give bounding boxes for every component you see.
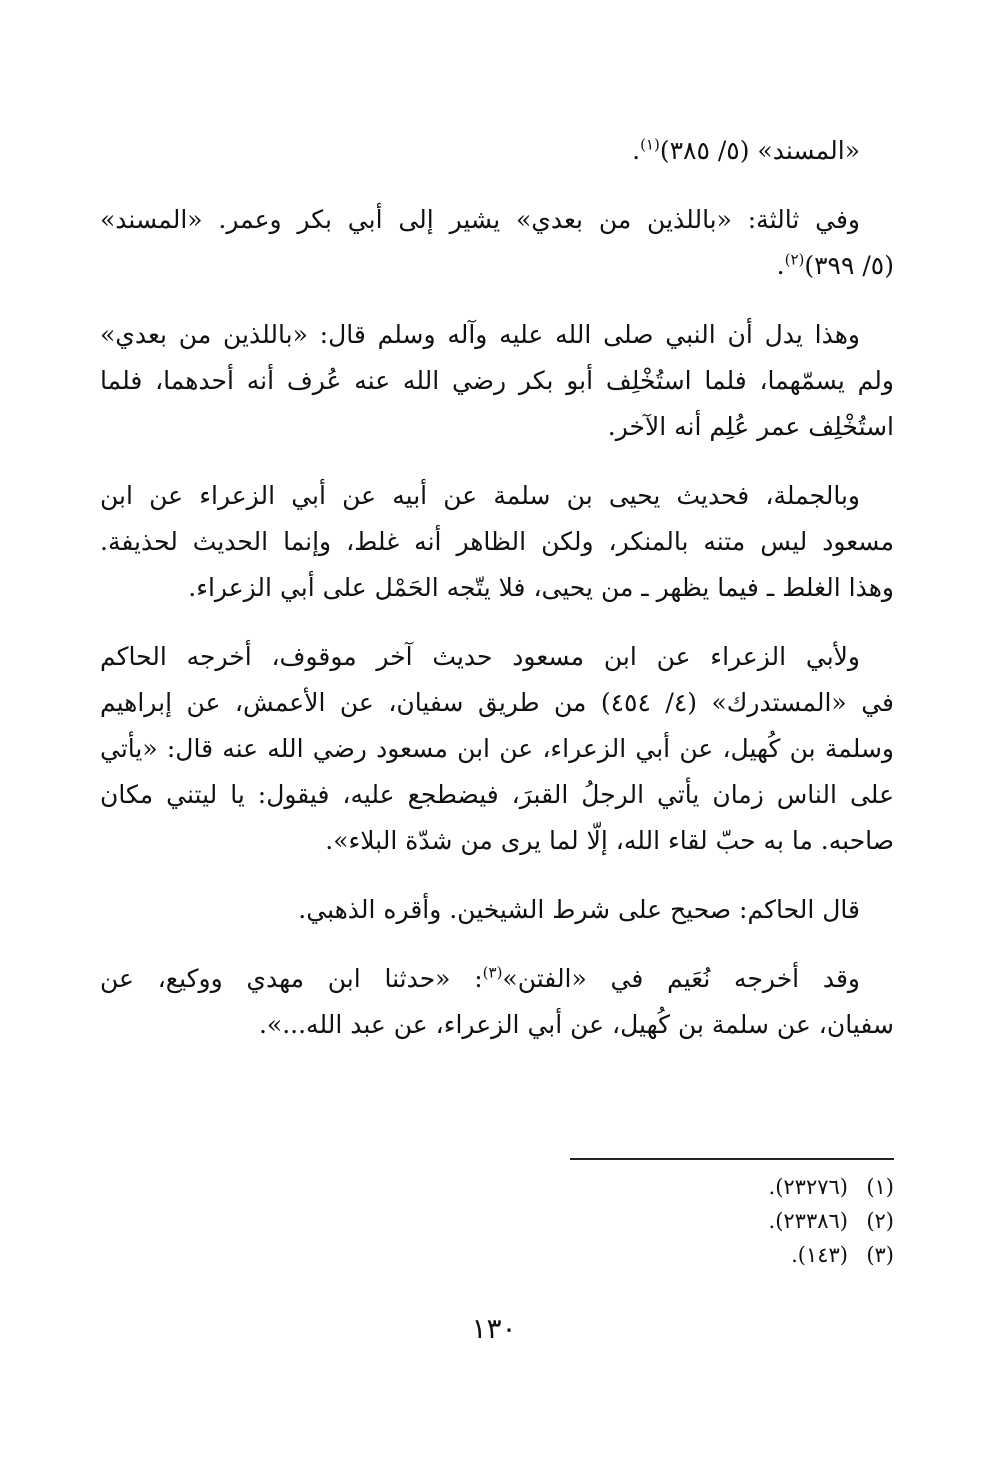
paragraph	[100, 634, 894, 864]
line-text: «المسند» (٥/ ٣٨٥)	[659, 136, 860, 165]
line-text: على الناس زمان يأتي الرجلُ القبرَ، فيضطجع عليه، فيقول: يا ليتني مكان	[100, 780, 894, 809]
text-line	[100, 680, 894, 726]
text-line	[100, 128, 894, 174]
text-line	[100, 197, 894, 243]
paragraph	[100, 197, 894, 289]
line-text: وفي ثالثة: «باللذين من بعدي» يشير إلى أبي بكر وعمر. «المسند»	[100, 205, 860, 234]
text-line	[100, 519, 894, 565]
text-line	[100, 956, 894, 1002]
footnote-text: (٢٣٢٧٦).	[768, 1175, 848, 1199]
line-text: وبالجملة، فحديث يحيى بن سلمة عن أبيه عن أبي الزعراء عن ابن	[100, 481, 860, 510]
line-tail: .	[776, 251, 785, 280]
footnote-ref[interactable]: (٢)	[784, 250, 805, 269]
footnote-ref[interactable]: (٣)	[482, 963, 503, 982]
line-text: وهذا الغلط ـ فيما يظهر ـ من يحيى، فلا يتّجه الحَمْل على أبي الزعراء.	[188, 573, 894, 602]
text-line	[100, 312, 894, 358]
line-tail: .	[632, 136, 641, 165]
footnote-number: (١)	[866, 1175, 894, 1199]
footnote-number: (٢)	[866, 1209, 894, 1233]
line-text: مسعود ليس متنه بالمنكر، ولكن الظاهر أنه غلط، وإنما الحديث لحذيفة.	[100, 527, 894, 556]
main-text	[100, 128, 894, 1071]
footnote-ref[interactable]: (١)	[640, 135, 660, 154]
line-text: وسلمة بن كُهيل، عن أبي الزعراء، عن ابن مسعود رضي الله عنه قال: «يأتي	[100, 734, 894, 763]
footnote-number: (٣)	[866, 1243, 894, 1267]
page-number: ١٣٠	[471, 1312, 517, 1345]
text-line	[100, 887, 894, 933]
footnote-text: (١٤٣).	[791, 1243, 848, 1267]
line-text: في «المستدرك» (٤/ ٤٥٤) من طريق سفيان، عن الأعمش، عن إبراهيم	[100, 688, 894, 717]
footnotes	[560, 1170, 894, 1272]
text-line	[100, 243, 894, 289]
paragraph	[100, 887, 894, 933]
paragraph	[100, 956, 894, 1048]
line-text: (٥/ ٣٩٩)	[804, 251, 894, 280]
footnote-divider	[570, 1158, 894, 1160]
paragraph	[100, 312, 894, 450]
text-line	[100, 818, 894, 864]
text-line	[100, 358, 894, 404]
text-line	[100, 1002, 894, 1048]
footnote	[560, 1238, 894, 1272]
line-text: استُخْلِف عمر عُلِم أنه الآخر.	[607, 412, 894, 441]
line-text: وقد أخرجه نُعَيم في «الفتن»	[502, 964, 860, 993]
footnote	[560, 1204, 894, 1238]
text-line	[100, 772, 894, 818]
text-line	[100, 404, 894, 450]
line-tail: : «حدثنا ابن مهدي ووكيع، عن	[100, 964, 483, 993]
text-line	[100, 565, 894, 611]
line-text: قال الحاكم: صحيح على شرط الشيخين. وأقره الذهبي.	[298, 895, 860, 924]
line-text: ولأبي الزعراء عن ابن مسعود حديث آخر موقوف، أخرجه الحاكم	[100, 642, 860, 671]
line-text: ولم يسمّهما، فلما استُخْلِف أبو بكر رضي الله عنه عُرف أنه أحدهما، فلما	[100, 366, 894, 395]
text-line	[100, 634, 894, 680]
paragraph	[100, 128, 894, 174]
footnote-text: (٢٣٣٨٦).	[768, 1209, 848, 1233]
footnote	[560, 1170, 894, 1204]
text-line	[100, 473, 894, 519]
line-text: صاحبه. ما به حبّ لقاء الله، إلّا لما يرى من شدّة البلاء».	[325, 826, 894, 855]
paragraph	[100, 473, 894, 611]
line-text: سفيان، عن سلمة بن كُهيل، عن أبي الزعراء، عن عبد الله...».	[258, 1010, 894, 1039]
text-line	[100, 726, 894, 772]
line-text: وهذا يدل أن النبي صلى الله عليه وآله وسلم قال: «باللذين من بعدي»	[100, 320, 860, 349]
